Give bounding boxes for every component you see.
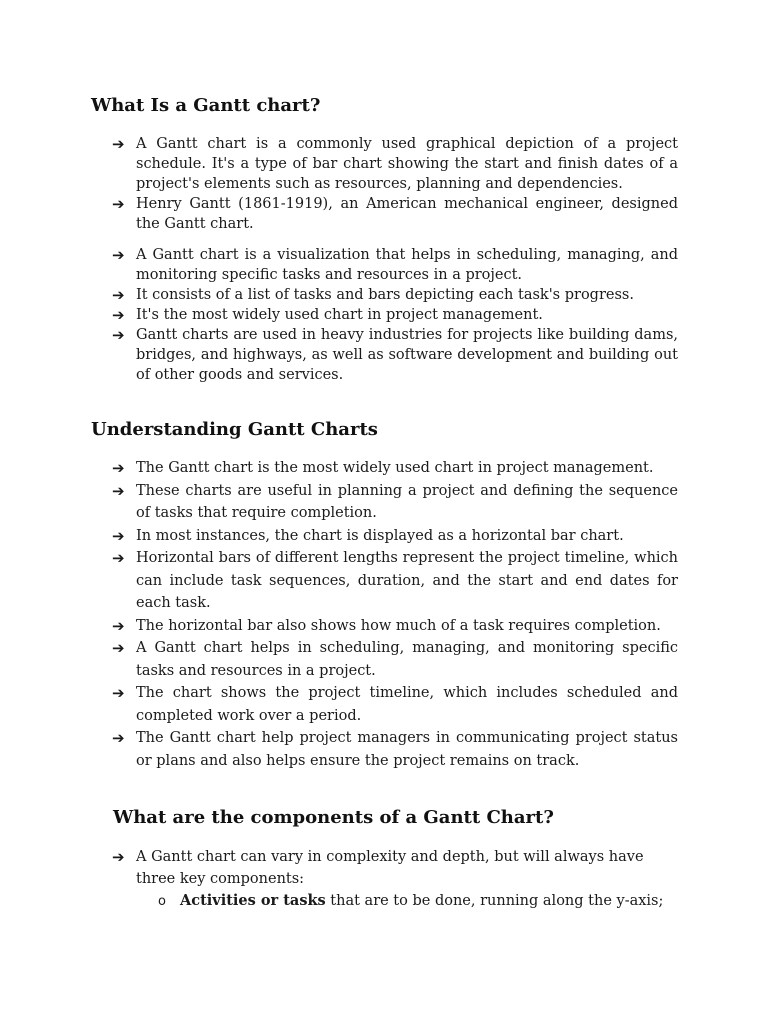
list-item-text: The Gantt chart help project managers in communicating project status or plans and also helps ensure the project remains on track. (136, 730, 678, 769)
list-item (112, 637, 678, 682)
list-item (112, 682, 678, 727)
list-item-text: It consists of a list of tasks and bars depicting each task's progress. (136, 287, 634, 303)
arrow-bullet-icon: ➔ (112, 616, 125, 635)
list-item-text: In most instances, the chart is displayed as a horizontal bar chart. (136, 527, 624, 544)
arrow-bullet-icon: ➔ (112, 549, 125, 567)
list-item-text: Gantt charts are used in heavy industries for projects like building dams, bridges, and highways, as well as software development and building out of other goods and services. (136, 327, 678, 383)
arrow-bullet-icon: ➔ (112, 639, 125, 657)
list-item (112, 480, 678, 525)
section-heading-what-is-gantt: What Is a Gantt chart? (91, 95, 321, 116)
list-item-text: These charts are useful in planning a project and defining the sequence of tasks that require completion. (136, 482, 678, 521)
arrow-bullet-icon: ➔ (112, 195, 125, 213)
list-item-text: It's the most widely used chart in project management. (136, 307, 543, 323)
list-item (112, 285, 678, 305)
arrow-bullet-icon: ➔ (112, 306, 125, 324)
arrow-bullet-icon: ➔ (112, 848, 125, 866)
bullet-list-understanding (112, 457, 678, 772)
list-item (112, 245, 678, 285)
list-item-text: The Gantt chart is the most widely used chart in project management. (136, 460, 654, 476)
arrow-bullet-icon: ➔ (112, 684, 125, 702)
bullet-list-overview (112, 245, 678, 385)
list-item-text: The chart shows the project timeline, which includes scheduled and completed work over a period. (136, 685, 678, 724)
list-item-text: Henry Gantt (1861-1919), an American mechanical engineer, designed the Gantt chart. (136, 196, 678, 232)
list-item (112, 134, 678, 194)
arrow-bullet-icon: ➔ (112, 286, 125, 304)
list-item (112, 305, 678, 325)
list-item (112, 846, 672, 890)
bullet-list-components (112, 846, 672, 890)
list-item (112, 525, 678, 548)
arrow-bullet-icon: ➔ (112, 481, 125, 500)
circle-bullet-icon: o (158, 894, 166, 909)
bullet-list-definition (112, 134, 678, 234)
list-item (112, 547, 678, 615)
list-item (112, 194, 678, 234)
list-item (112, 727, 678, 772)
sub-item-bold-text: Activities or tasks (180, 892, 326, 909)
arrow-bullet-icon: ➔ (112, 459, 125, 477)
section-heading-components: What are the components of a Gantt Chart? (113, 807, 554, 828)
list-item-text: A Gantt chart helps in scheduling, managing, and monitoring specific tasks and resources in a project. (136, 640, 678, 679)
list-item (112, 615, 678, 638)
section-heading-understanding: Understanding Gantt Charts (91, 419, 378, 440)
list-item-text: A Gantt chart is a visualization that helps in scheduling, managing, and monitoring specific tasks and resources in a project. (136, 247, 678, 283)
sub-item-text: that are to be done, running along the y-axis; (325, 893, 664, 909)
list-item-text: The horizontal bar also shows how much of a task requires completion. (136, 617, 661, 634)
list-item (112, 325, 678, 385)
arrow-bullet-icon: ➔ (112, 526, 125, 545)
sub-list-item (158, 890, 663, 913)
arrow-bullet-icon: ➔ (112, 135, 125, 153)
arrow-bullet-icon: ➔ (112, 729, 125, 747)
list-item-text: Horizontal bars of different lengths represent the project timeline, which can include task sequences, duration, and the start and end dates for each task. (136, 550, 678, 611)
list-item-text: A Gantt chart is a commonly used graphical depiction of a project schedule. It's a type of bar chart showing the start and finish dates of a project's elements such as resources, planning and dependencies. (136, 136, 678, 192)
list-item (112, 457, 678, 480)
arrow-bullet-icon: ➔ (112, 246, 125, 264)
arrow-bullet-icon: ➔ (112, 326, 125, 344)
list-item-text: A Gantt chart can vary in complexity and depth, but will always have three key components: (136, 849, 644, 887)
